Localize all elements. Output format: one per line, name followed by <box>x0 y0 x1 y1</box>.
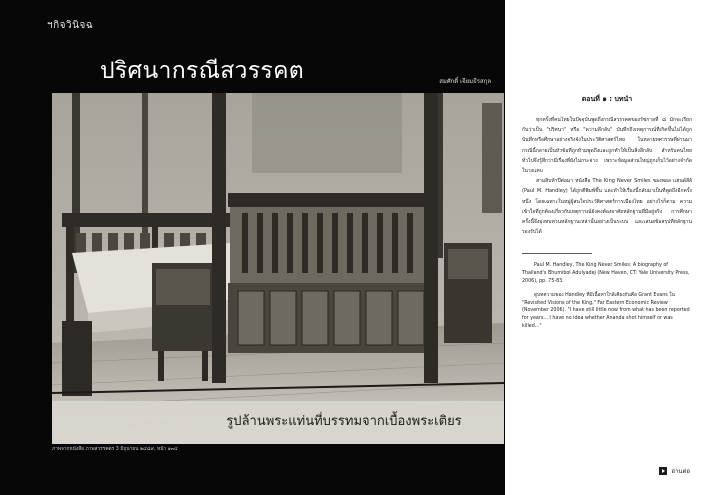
article-column <box>522 93 692 337</box>
article-paragraph-1: ทุกครั้งที่คนไทยในปัจจุบันพูดถึงกรณีสวรรคตของรัชกาลที่ ๘ มักจะเรียกกันว่าเป็น "ปริศนา" หรือ "ความลึกลับ" บันทึกถึงเหตุการณ์ที่เกิดขึ้นไม่ได้ถูกบันทึกหรือศึกษาอย่างจริงจังในประวัติศาสตร์ไทย ในหลายทศวรรษที่ผ่านมา กรณีนี้กลายเป็นหัวข้อที่ถูกห้ามพูดถึงและถูกทำให้เป็นสิ่งลึกลับ สำหรับคนไทยทั่วไปจึงรู้สึกว่ามีเรื่องที่ยังไม่กระจ่าง เพราะข้อมูลส่วนใหญ่ถูกเก็บไว้อย่างจำกัดในวงแคบ <box>522 117 692 175</box>
author-name: สมศักดิ์ เจียมธีรสกุล <box>439 78 491 85</box>
page-title: ปริศนากรณีสวรรคต <box>100 58 304 84</box>
bed-photo <box>52 93 504 444</box>
continue-link[interactable] <box>659 466 690 476</box>
continue-label: อ่านต่อ <box>671 468 690 475</box>
footnote-divider <box>522 253 592 254</box>
photo-caption: รูปล้านพระแท่นที่บรรทมจากเบื้องพระเติยร <box>226 414 462 429</box>
bed-photo-illustration <box>52 93 504 444</box>
section-label: ฯกิจวินิจฉ <box>47 20 94 31</box>
arrow-right-icon <box>659 467 667 475</box>
footnote-2: ดูบทความของ Handley ที่มีเนื้อหาใกล้เคียงกันคือ Grant Evans ใน "Revisited Visions of the King," Far Eastern Economic Review (November 2006). "I have still little now from what has been reported for years... I have no idea whether Ananda shot himself or was killed..." <box>522 292 690 330</box>
chapter-heading: ตอนที่ ๑ : บทนำ <box>581 95 633 103</box>
article-paragraph-2: สามสิบห้าปีต่อมา หนังสือ The King Never Smiles ของพอล แฮนด์ลีย์ (Paul M. Handley) ได้ถูกตีพิมพ์ขึ้น และทำให้เรื่องนี้กลับมาเป็นที่พูดถึงอีกครั้งหนึ่ง โดยเฉพาะในหมู่ผู้สนใจประวัติศาสตร์การเมืองไทย อย่างไรก็ตาม ความเข้าใจที่ถูกต้องเกี่ยวกับเหตุการณ์ยังคงต้องอาศัยหลักฐานที่มีอยู่จริง การศึกษาครั้งนี้จึงมุ่งทบทวนหลักฐานเหล่านั้นอย่างเป็นระบบ และเสนอข้อสรุปที่หลักฐานรองรับได้ <box>522 178 692 236</box>
photo-credit: ภาพจากหนังสือ ภาพสวรรคตร 3 มิถุนายน ๒๔๘๙, หน้า ๑๓๔ <box>52 447 178 452</box>
footnote-1: Paul M. Handley, The King Never Smiles: A biography of Thailand's Bhumibol Adulyadej (New Haven, CT: Yale University Press, 2006), pp. 75-83. <box>522 263 690 285</box>
